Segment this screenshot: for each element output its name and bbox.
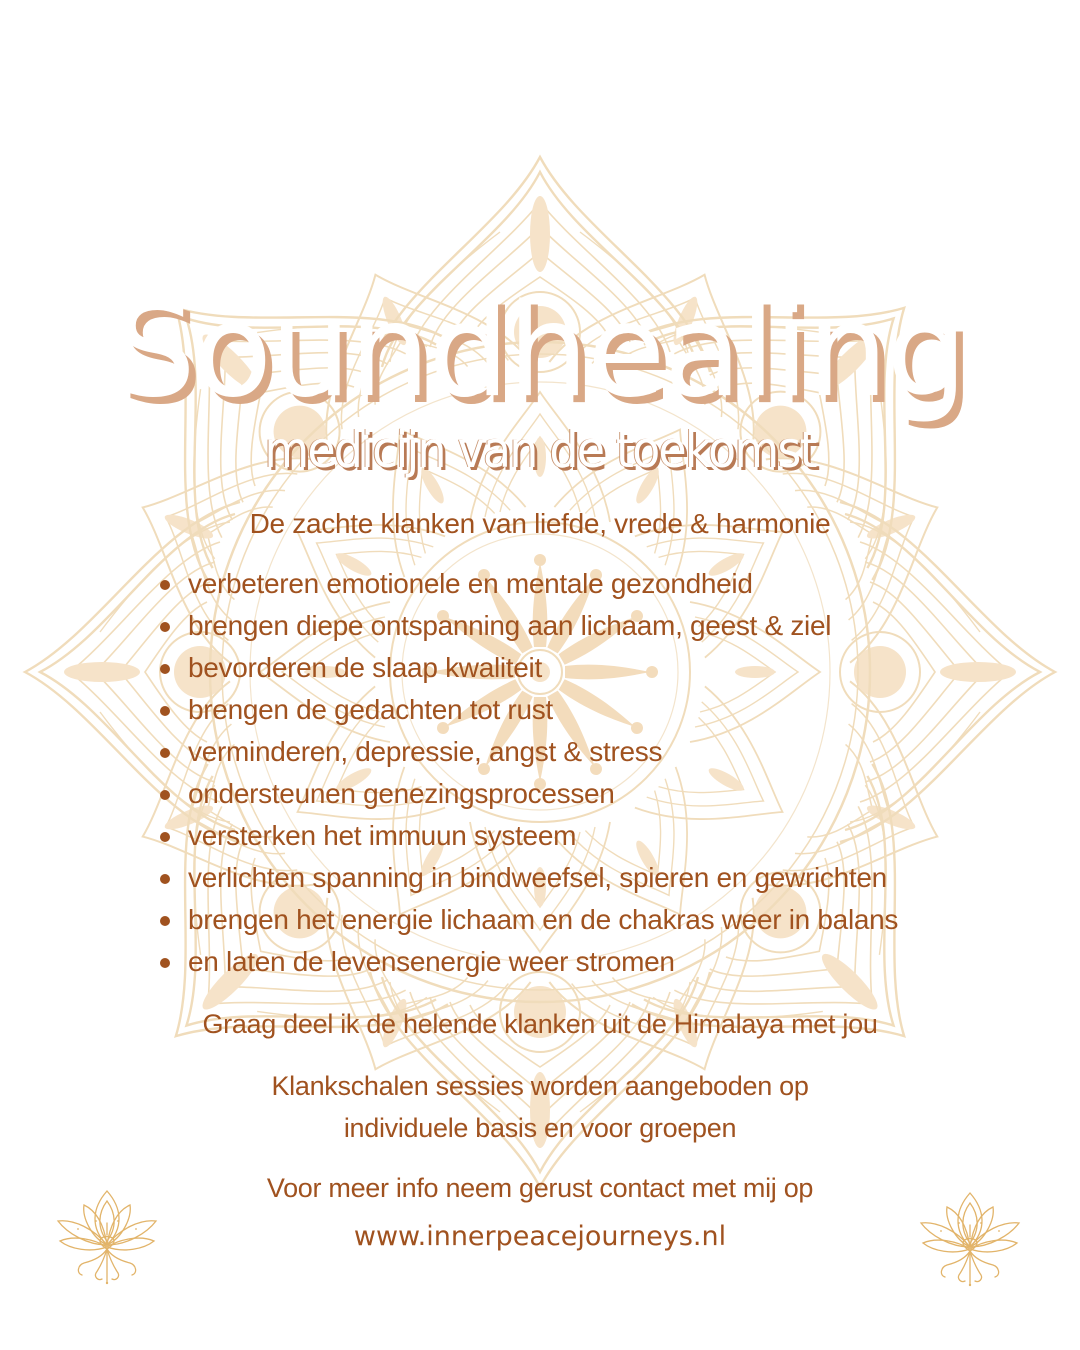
poster-title: Soundhealing — [114, 277, 966, 426]
benefit-text: en laten de levensenergie weer stromen — [188, 946, 675, 977]
benefit-text: brengen het energie lichaam en de chakras weer in balans — [188, 904, 899, 935]
list-item — [158, 941, 898, 983]
benefit-text: verlichten spanning in bindweefsel, spieren en gewrichten — [188, 862, 887, 893]
list-item — [158, 899, 898, 941]
bullet-icon — [160, 748, 170, 758]
benefit-text: brengen diepe ontspanning aan lichaam, geest & ziel — [188, 610, 832, 641]
lotus-icon — [52, 1183, 162, 1293]
benefit-text: versterken het immuun systeem — [188, 820, 577, 851]
bullet-icon — [160, 958, 170, 968]
sessions-text-line2: individuele basis en voor groepen — [343, 1113, 737, 1143]
list-item — [158, 857, 898, 899]
bullet-icon — [160, 916, 170, 926]
list-item — [158, 815, 898, 857]
list-item — [158, 563, 898, 605]
sessions-text-line1: Klankschalen sessies worden aangeboden op — [271, 1071, 809, 1101]
lotus-icon — [915, 1185, 1025, 1295]
benefit-text: verbeteren emotionele en mentale gezondheid — [188, 568, 753, 599]
bullet-icon — [160, 580, 170, 590]
bullet-icon — [160, 832, 170, 842]
benefit-text: ondersteunen genezingsprocessen — [188, 778, 615, 809]
list-item — [158, 647, 898, 689]
bullet-icon — [160, 790, 170, 800]
list-item — [158, 731, 898, 773]
contact-text: Voor meer info neem gerust contact met mij op — [266, 1173, 814, 1203]
himalaya-text: Graag deel ik de helende klanken uit de Himalaya met jou — [202, 1009, 878, 1039]
bullet-icon — [160, 706, 170, 716]
website-link[interactable]: www.innerpeacejourneys.nl — [353, 1221, 727, 1252]
list-item — [158, 773, 898, 815]
bullet-icon — [160, 622, 170, 632]
tagline: De zachte klanken van liefde, vrede & harmonie — [249, 508, 831, 539]
bullet-icon — [160, 874, 170, 884]
bullet-icon — [160, 664, 170, 674]
list-item — [158, 605, 898, 647]
benefit-text: brengen de gedachten tot rust — [188, 694, 553, 725]
benefit-text: bevorderen de slaap kwaliteit — [188, 652, 542, 683]
benefits-list — [158, 563, 898, 983]
benefit-text: verminderen, depressie, angst & stress — [188, 736, 663, 767]
list-item — [158, 689, 898, 731]
poster-subtitle: medicijn van de toekomst — [264, 421, 816, 479]
